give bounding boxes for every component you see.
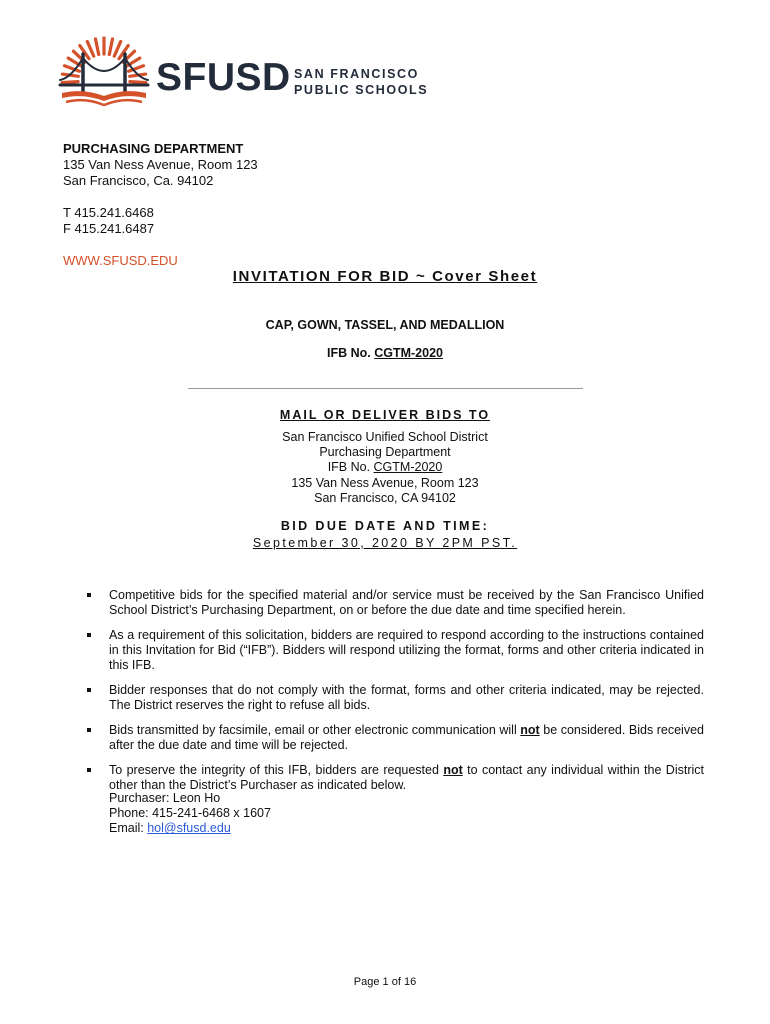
purchaser-phone: Phone: 415-241-6468 x 1607 bbox=[109, 806, 271, 821]
bullet-square-icon bbox=[87, 633, 91, 637]
mail-address-line3: IFB No. CGTM-2020 bbox=[327, 460, 443, 475]
golden-gate-sunrise-icon bbox=[56, 36, 152, 116]
purchaser-email-row: Email: hol@sfusd.edu bbox=[109, 821, 231, 836]
bullet-square-icon bbox=[87, 593, 91, 597]
logo-subtitle-line1: SAN FRANCISCO bbox=[294, 67, 419, 81]
mail-address-line1: San Francisco Unified School District bbox=[282, 430, 488, 444]
due-heading: BID DUE DATE AND TIME: bbox=[280, 519, 490, 533]
section-divider bbox=[188, 388, 583, 389]
project-name: CAP, GOWN, TASSEL, AND MEDALLION bbox=[265, 318, 505, 332]
logo-subtitle-line2: PUBLIC SCHOOLS bbox=[294, 83, 429, 97]
department-name: PURCHASING DEPARTMENT bbox=[63, 141, 244, 156]
mail-heading: MAIL OR DELIVER BIDS TO bbox=[279, 408, 491, 422]
page-number: Page 1 of 16 bbox=[353, 976, 417, 988]
bullet-square-icon bbox=[87, 728, 91, 732]
logo-wordmark: SFUSD bbox=[156, 56, 291, 99]
document-title: INVITATION FOR BID ~ Cover Sheet bbox=[232, 268, 538, 285]
purchaser-contact bbox=[109, 791, 271, 837]
ifb-number: IFB No. CGTM-2020 bbox=[327, 346, 443, 360]
mail-address-line5: San Francisco, CA 94102 bbox=[314, 490, 456, 505]
due-date: September 30, 2020 BY 2PM PST. bbox=[252, 536, 518, 550]
department-address-line1: 135 Van Ness Avenue, Room 123 bbox=[63, 157, 258, 172]
list-item: As a requirement of this solicitation, bidders are required to respond according to the instructions contained in this Invitation for Bid (“IFB”). Bidders will respond utilizing the format, forms and other criteria indicated in this IFB. bbox=[84, 628, 704, 674]
bullet-square-icon bbox=[87, 768, 91, 772]
list-item: Bidder responses that do not comply with the format, forms and other criteria indicated, may be rejected. The District reserves the right to refuse all bids. bbox=[84, 683, 704, 713]
department-address-line2: San Francisco, Ca. 94102 bbox=[63, 173, 214, 188]
purchaser-email-link[interactable]: hol@sfusd.edu bbox=[147, 821, 231, 836]
mail-address-line4: 135 Van Ness Avenue, Room 123 bbox=[291, 475, 479, 490]
department-contact-block bbox=[63, 141, 258, 269]
purchaser-name: Purchaser: Leon Ho bbox=[109, 791, 221, 805]
list-item: Competitive bids for the specified material and/or service must be received by the San Francisco Unified School District’s Purchasing Department, on or before the due date and time specified herein. bbox=[84, 588, 704, 618]
instructions-list bbox=[84, 588, 704, 803]
department-website-link[interactable]: WWW.SFUSD.EDU bbox=[63, 253, 178, 268]
sfusd-logo bbox=[56, 36, 436, 116]
mail-address-block bbox=[0, 430, 770, 506]
department-phone: T 415.241.6468 bbox=[63, 205, 154, 220]
list-item: Bids transmitted by facsimile, email or other electronic communication will not be considered. Bids received after the due date and time will be rejected. bbox=[84, 723, 704, 753]
bullet-square-icon bbox=[87, 688, 91, 692]
list-item: To preserve the integrity of this IFB, bidders are requested not to contact any individual within the District other than the District’s Purchaser as indicated below. bbox=[84, 763, 704, 793]
department-fax: F 415.241.6487 bbox=[63, 221, 155, 236]
mail-address-line2: Purchasing Department bbox=[319, 445, 451, 460]
